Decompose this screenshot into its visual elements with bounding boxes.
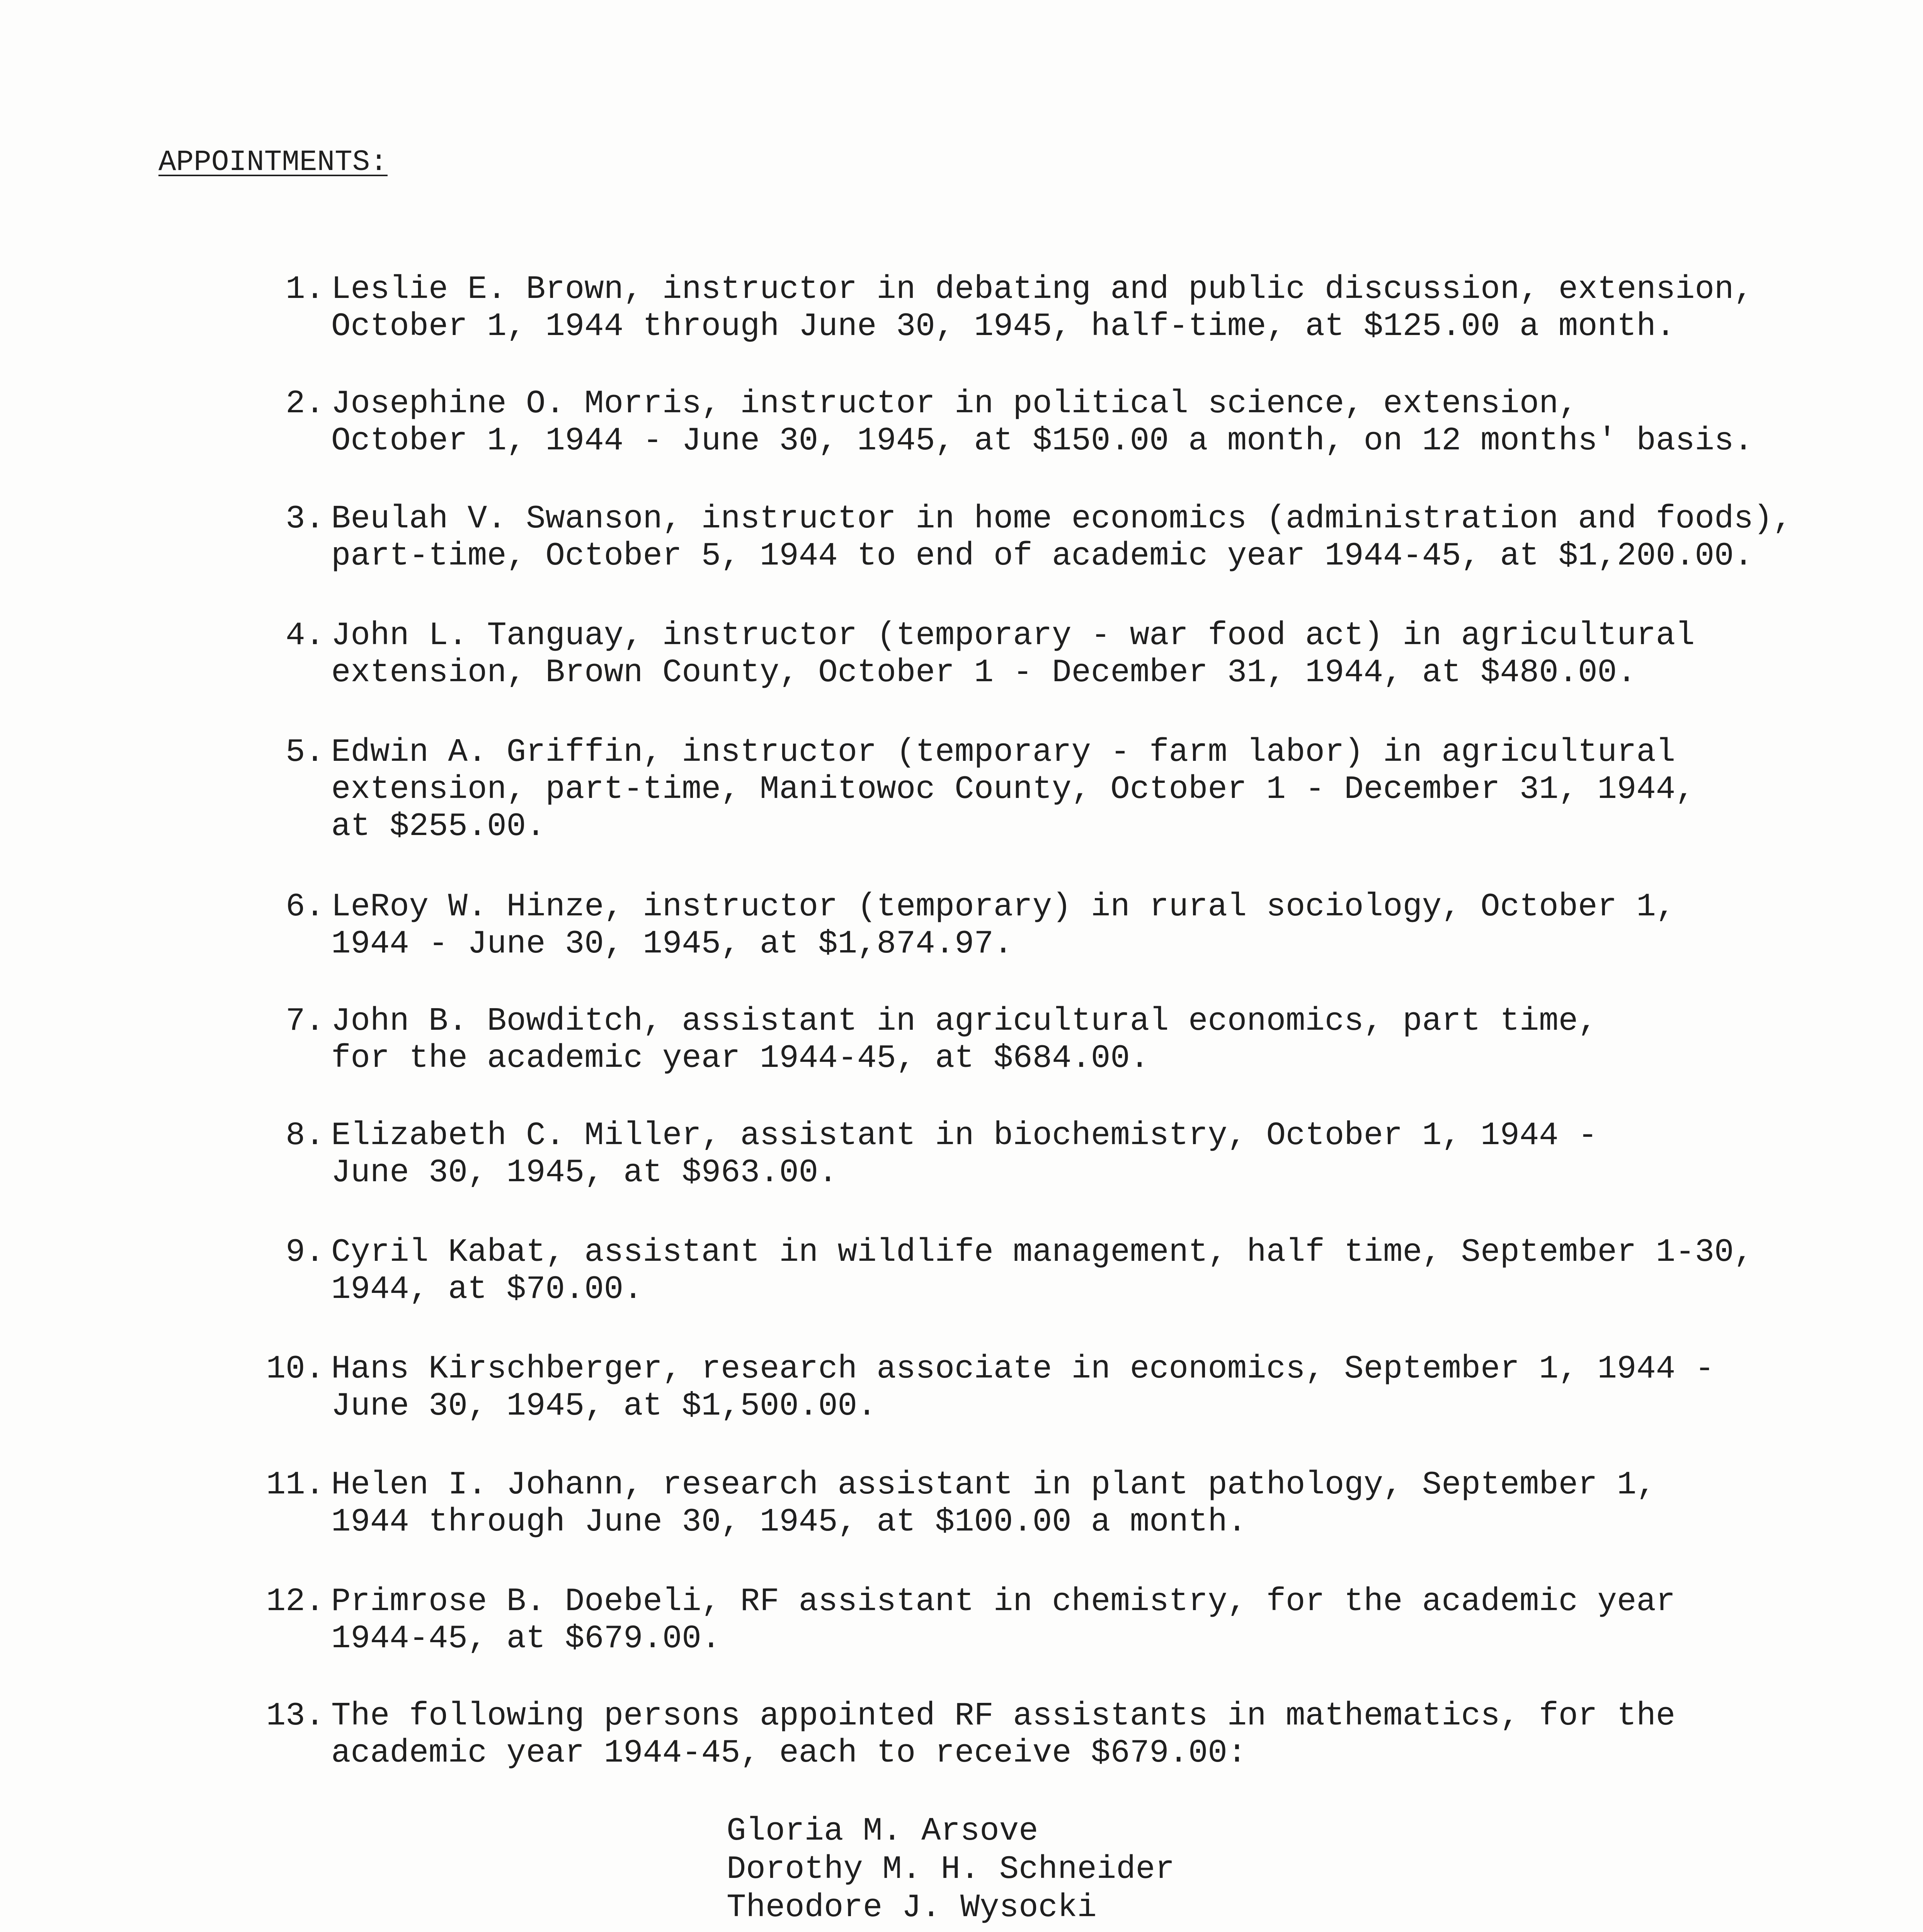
math-assistants-list	[727, 1812, 1174, 1927]
item-text-line: at $255.00.	[331, 808, 546, 845]
item-text-line: 1944-45, at $679.00.	[331, 1621, 721, 1657]
item-text-line: Josephine O. Morris, instructor in political science, extension,	[331, 386, 1578, 422]
item-number: 8.	[286, 1117, 325, 1154]
item-number: 1.	[286, 271, 325, 308]
item-number: 3.	[286, 501, 325, 537]
item-text-line: LeRoy W. Hinze, instructor (temporary) in rural sociology, October 1,	[331, 889, 1676, 925]
item-text-line: extension, part-time, Manitowoc County, October 1 - December 31, 1944,	[331, 771, 1695, 808]
item-number: 9.	[286, 1234, 325, 1271]
item-number: 13.	[266, 1698, 325, 1735]
item-text-line: academic year 1944-45, each to receive $679.00:	[331, 1735, 1247, 1772]
item-text-line: Cyril Kabat, assistant in wildlife management, half time, September 1-30,	[331, 1234, 1753, 1271]
item-text-line: Hans Kirschberger, research associate in economics, September 1, 1944 -	[331, 1351, 1714, 1388]
item-text-line: Edwin A. Griffin, instructor (temporary - farm labor) in agricultural	[331, 734, 1676, 771]
item-text-line: part-time, October 5, 1944 to end of academic year 1944-45, at $1,200.00.	[331, 538, 1753, 575]
item-text-line: 1944 through June 30, 1945, at $100.00 a month.	[331, 1504, 1247, 1541]
list-item: Gloria M. Arsove	[727, 1813, 1038, 1850]
item-number: 6.	[286, 889, 325, 925]
item-text-line: The following persons appointed RF assistants in mathematics, for the	[331, 1698, 1676, 1735]
item-text-line: for the academic year 1944-45, at $684.00.	[331, 1040, 1150, 1077]
item-text-line: October 1, 1944 - June 30, 1945, at $150.00 a month, on 12 months' basis.	[331, 423, 1753, 459]
item-text-line: Beulah V. Swanson, instructor in home economics (administration and foods),	[331, 501, 1792, 537]
item-text-line: John L. Tanguay, instructor (temporary - war food act) in agricultural	[331, 617, 1695, 654]
item-text-line: October 1, 1944 through June 30, 1945, half-time, at $125.00 a month.	[331, 308, 1676, 345]
item-text-line: Leslie E. Brown, instructor in debating and public discussion, extension,	[331, 271, 1753, 308]
item-number: 12.	[266, 1583, 325, 1620]
item-text-line: John B. Bowditch, assistant in agricultural economics, part time,	[331, 1003, 1598, 1040]
item-number: 4.	[286, 617, 325, 654]
item-text-line: extension, Brown County, October 1 - December 31, 1944, at $480.00.	[331, 655, 1637, 691]
item-text-line: 1944, at $70.00.	[331, 1271, 643, 1308]
item-text-line: Primrose B. Doebeli, RF assistant in chemistry, for the academic year	[331, 1583, 1676, 1620]
item-number: 11.	[266, 1467, 325, 1503]
list-item: Theodore J. Wysocki	[727, 1889, 1097, 1926]
item-number: 7.	[286, 1003, 325, 1040]
section-heading: APPOINTMENTS:	[158, 146, 388, 179]
item-number: 10.	[266, 1351, 325, 1388]
list-item: Dorothy M. H. Schneider	[727, 1851, 1175, 1888]
item-text-line: Helen I. Johann, research assistant in plant pathology, September 1,	[331, 1467, 1656, 1503]
item-text-line: Elizabeth C. Miller, assistant in biochemistry, October 1, 1944 -	[331, 1117, 1598, 1154]
item-text-line: June 30, 1945, at $963.00.	[331, 1155, 838, 1191]
item-number: 5.	[286, 734, 325, 771]
item-number: 2.	[286, 386, 325, 422]
item-text-line: June 30, 1945, at $1,500.00.	[331, 1388, 877, 1425]
item-text-line: 1944 - June 30, 1945, at $1,874.97.	[331, 926, 1013, 963]
